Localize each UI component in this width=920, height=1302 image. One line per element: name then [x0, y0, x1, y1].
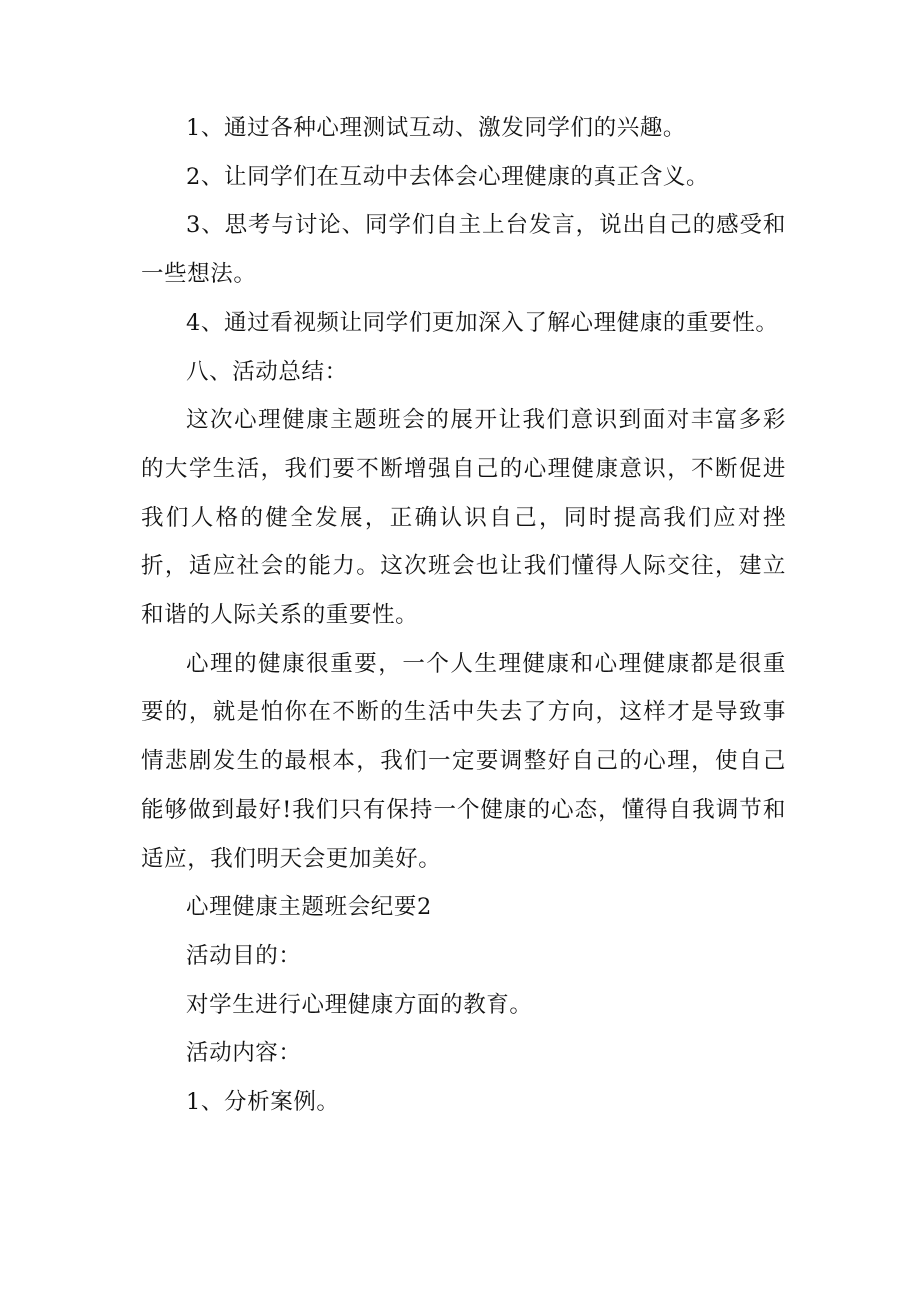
activity-content-item-1: 1、分析案例。 [186, 1089, 340, 1116]
list-item-1: 1、通过各种心理测试互动、激发同学们的兴趣。 [186, 115, 687, 141]
section-title-minutes-2: 心理健康主题班会纪要2 [186, 894, 432, 921]
document-body [141, 104, 786, 1127]
list-item-3: 3、思考与讨论、同学们自主上台发言，说出自己的感受和一些想法。 [141, 212, 786, 288]
list-item-4: 4、通过看视频让同学们更加深入了解心理健康的重要性。 [186, 309, 779, 336]
label-activity-content: 活动内容： [186, 1040, 302, 1067]
activity-goal-text: 对学生进行心理健康方面的教育。 [186, 991, 533, 1018]
list-item-2: 2、让同学们在互动中去体会心理健康的真正含义。 [186, 163, 710, 190]
section-heading-summary: 八、活动总结： [186, 358, 348, 385]
label-activity-goal: 活动目的： [186, 942, 302, 969]
summary-paragraph-2: 心理的健康很重要，一个人生理健康和心理健康都是很重要的，就是怕你在不断的生活中失去了方向，这样才是导致事情悲剧发生的最根本，我们一定要调整好自己的心理，使自己能够做到最好!我们只有保持一个健康的心态，懂得自我调节和适应，我们明天会更加美好。 [141, 650, 786, 872]
summary-paragraph-1: 这次心理健康主题班会的展开让我们意识到面对丰富多彩的大学生活，我们要不断增强自己的心理健康意识，不断促进我们人格的健全发展，正确认识自己，同时提高我们应对挫折，适应社会的能力。这次班会也让我们懂得人际交往，建立和谐的人际关系的重要性。 [141, 407, 786, 629]
